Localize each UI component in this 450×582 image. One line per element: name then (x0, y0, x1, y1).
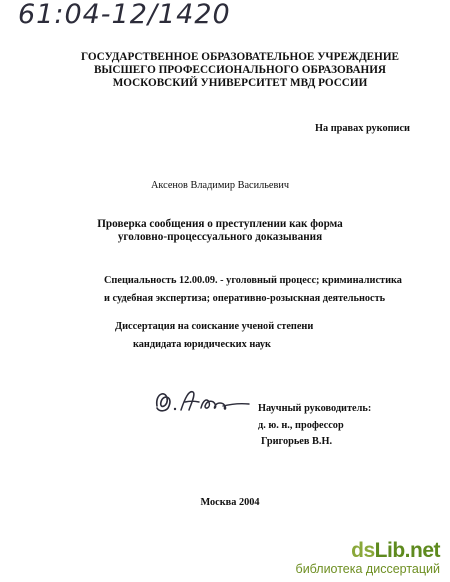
handwritten-signature (151, 384, 251, 418)
author-name: Аксенов Владимир Васильевич (150, 180, 290, 191)
specialty-line-1: Специальность 12.00.09. - уголовный процесс; криминалистика (104, 275, 402, 286)
watermark-brand-part-2: Lib.net (374, 539, 440, 562)
degree-line-2: кандидата юридических наук (133, 339, 271, 350)
dslib-watermark (296, 540, 440, 576)
supervisor-role: Научный руководитель: (258, 403, 372, 414)
archive-number: 61:04-12/1420 (18, 0, 231, 30)
institution-line-1: ГОСУДАРСТВЕННОЕ ОБРАЗОВАТЕЛЬНОЕ УЧРЕЖДЕНИЕ (81, 51, 399, 63)
institution-header (60, 51, 420, 90)
supervisor-degree: д. ю. н., профессор (258, 420, 344, 431)
place-and-year: Москва 2004 (200, 497, 260, 508)
watermark-subtitle: библиотека диссертаций (295, 562, 440, 576)
institution-line-2: ВЫСШЕГО ПРОФЕССИОНАЛЬНОГО ОБРАЗОВАНИЯ (93, 64, 387, 76)
title-line-2: уголовно-процессуального доказывания (117, 231, 323, 243)
specialty-block (104, 275, 424, 305)
watermark-brand-part-1: ds (351, 539, 375, 562)
institution-line-3: МОСКОВСКИЙ УНИВЕРСИТЕТ МВД РОССИИ (112, 77, 368, 89)
manuscript-note: На правах рукописи (314, 123, 410, 134)
supervisor-name: Григорьев В.Н. (261, 436, 333, 447)
title-line-1: Проверка сообщения о преступлении как форма (97, 218, 343, 230)
degree-block (115, 321, 415, 351)
degree-line-1: Диссертация на соискание ученой степени (115, 321, 314, 332)
specialty-line-2: и судебная экспертиза; оперативно-розыскная деятельность (104, 293, 386, 304)
watermark-brand (296, 540, 440, 562)
dissertation-title (60, 218, 380, 244)
supervisor-block (258, 403, 371, 448)
